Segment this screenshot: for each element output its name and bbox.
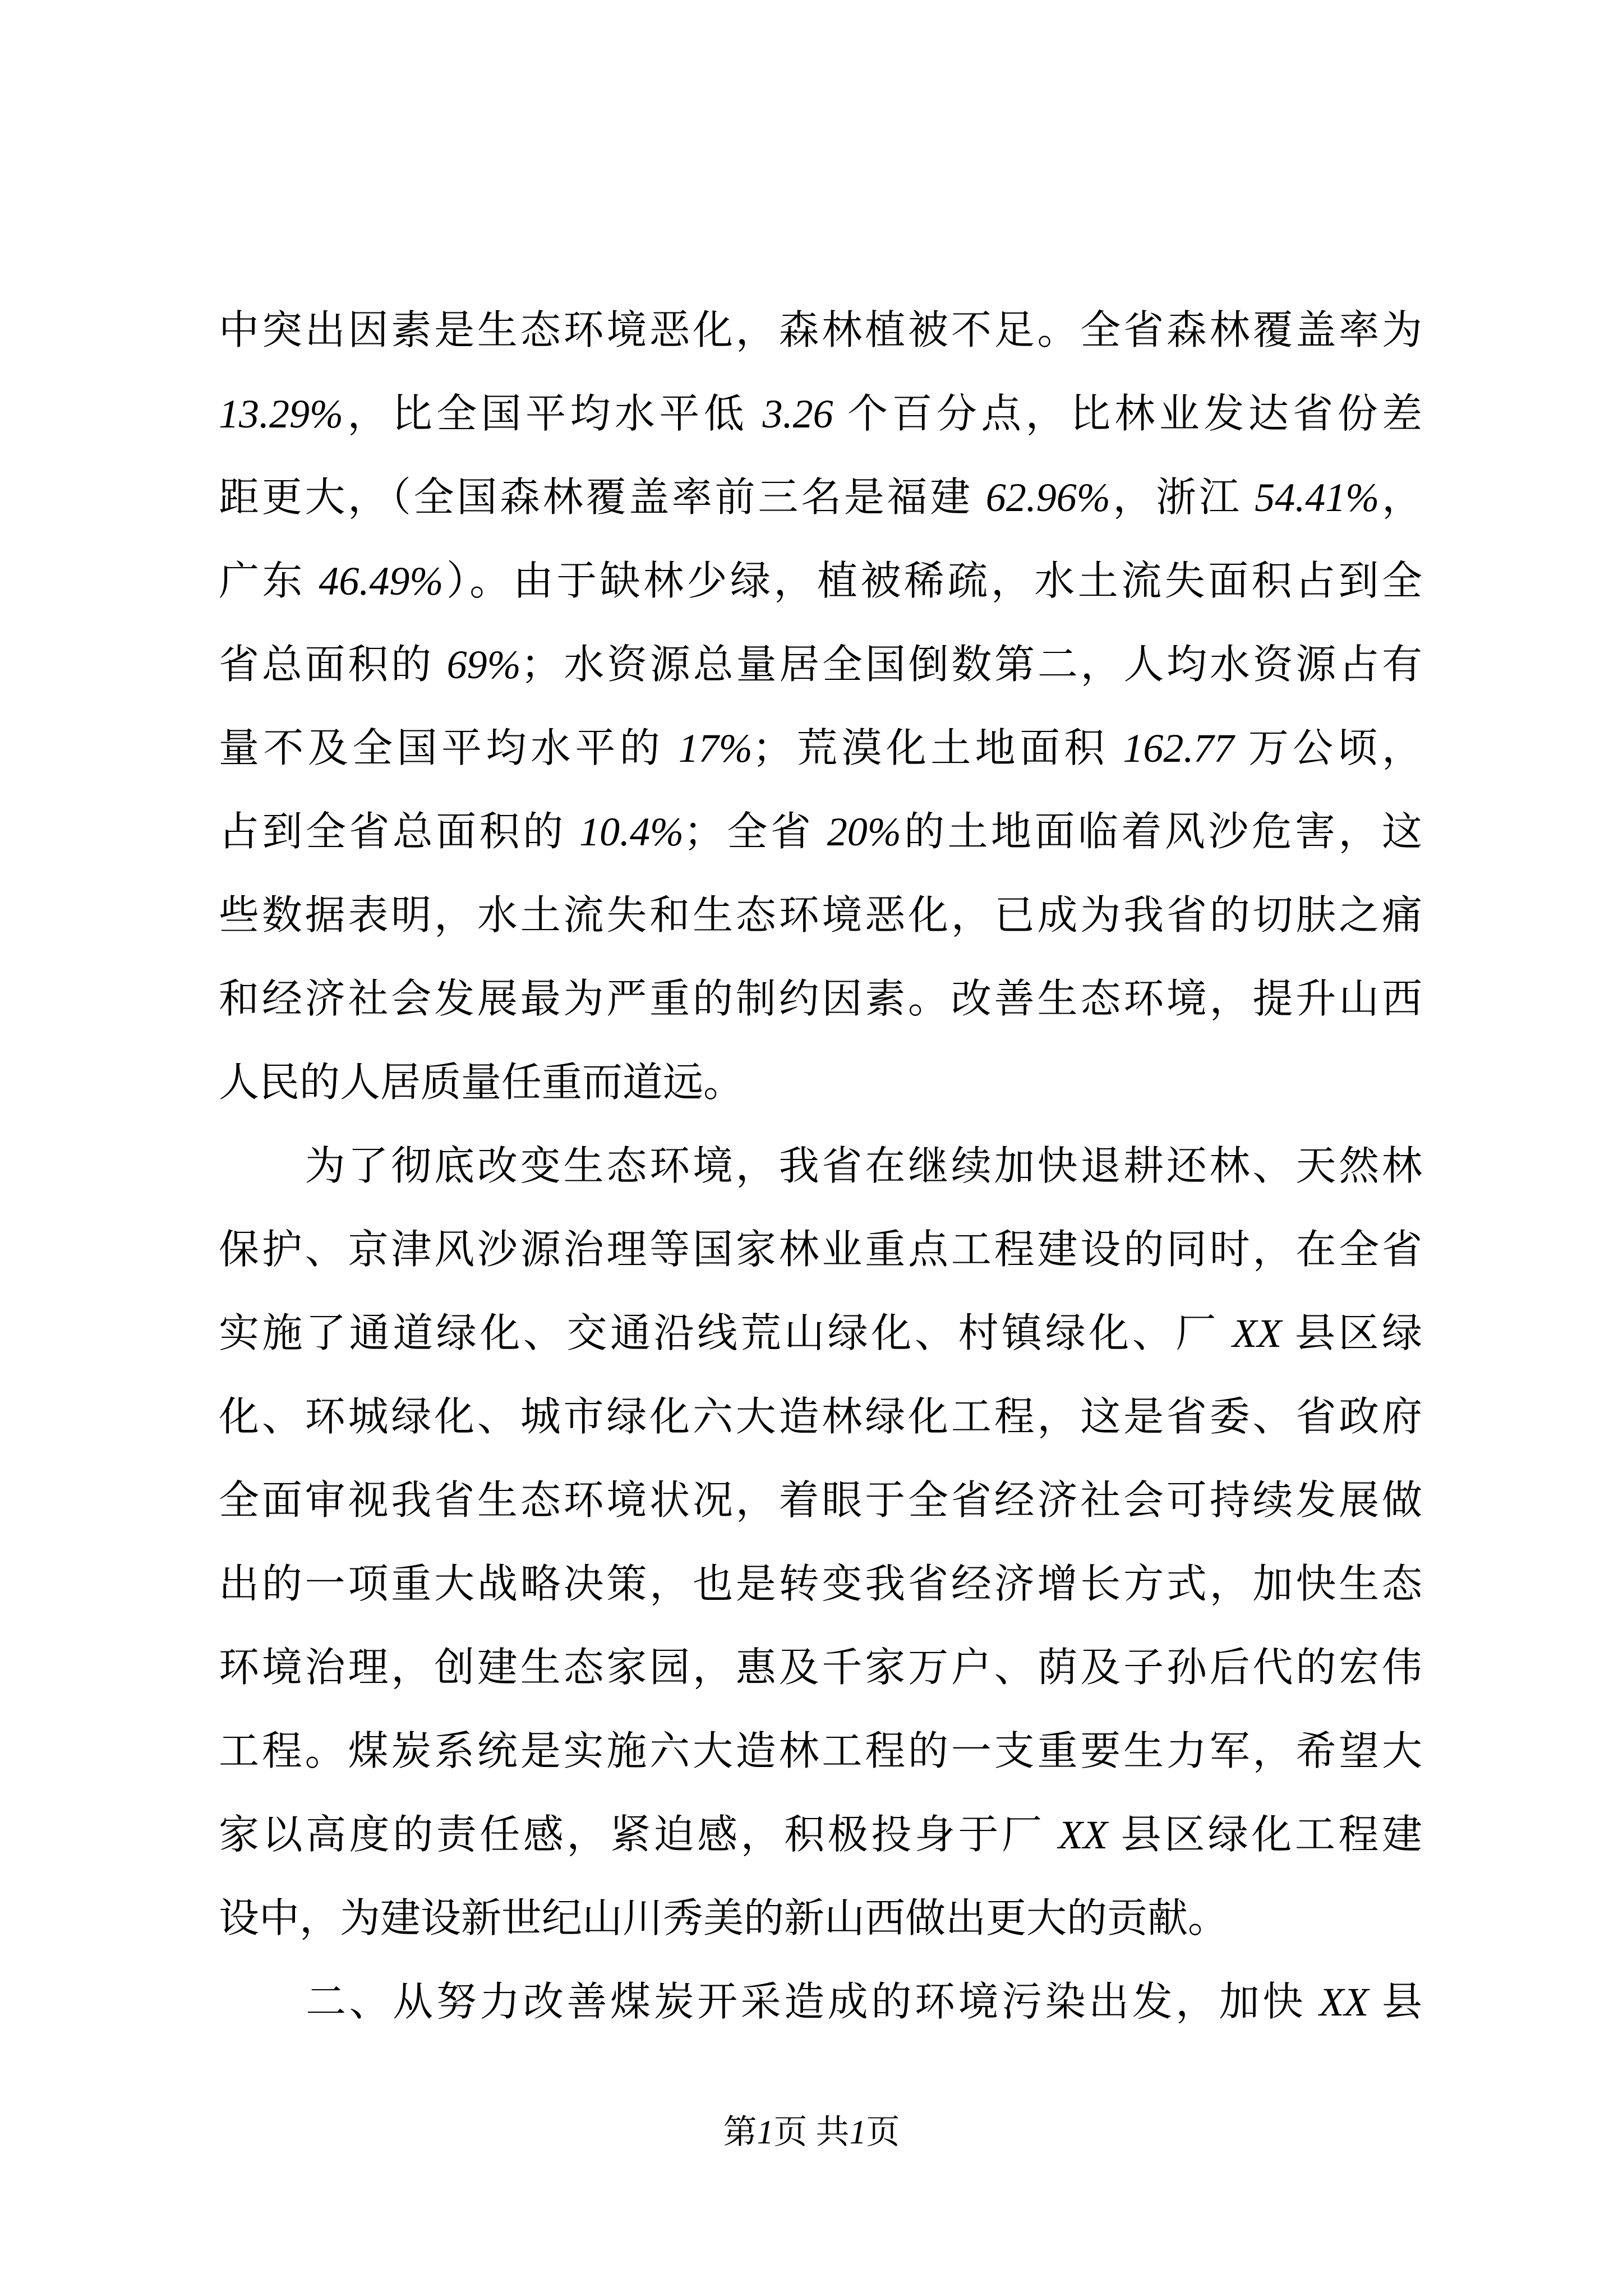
text-line: 全面审视我省生态环境状况，着眼于全省经济社会可持续发展做 — [219, 1478, 1422, 1523]
text-line: 占到全省总面积的 10.4%；全省 20%的土地面临着风沙危害，这 — [219, 809, 1422, 854]
text-line: 二、从努力改善煤炭开采造成的环境污染出发，加快 XX 县 — [219, 1980, 1422, 2024]
text-line: 量不及全国平均水平的 17%；荒漠化土地面积 162.77 万公顷， — [219, 726, 1422, 771]
text-line: 家以高度的责任感，紧迫感，积极投身于厂 XX 县区绿化工程建 — [219, 1812, 1422, 1857]
text-line: 化、环城绿化、城市绿化六大造林绿化工程，这是省委、省政府 — [219, 1395, 1422, 1439]
text-line: 设中，为建设新世纪山川秀美的新山西做出更大的贡献。 — [219, 1896, 1229, 1941]
text-line: 些数据表明，水土流失和生态环境恶化，已成为我省的切肤之痛 — [219, 893, 1422, 938]
text-line: 和经济社会发展最为严重的制约因素。改善生态环境，提升山西 — [219, 977, 1422, 1022]
text-line: 距更大，（全国森林覆盖率前三名是福建 62.96%，浙江 54.41%， — [219, 475, 1422, 520]
text-line: 人民的人居质量任重而道远。 — [219, 1060, 744, 1105]
page-footer: 第1页 共1页 — [723, 2114, 900, 2151]
text-line: 省总面积的 69%；水资源总量居全国倒数第二，人均水资源占有 — [219, 642, 1422, 687]
text-line: 实施了通道绿化、交通沿线荒山绿化、村镇绿化、厂 XX 县区绿 — [219, 1311, 1422, 1356]
text-line: 工程。煤炭系统是实施六大造林工程的一支重要生力军，希望大 — [219, 1729, 1422, 1774]
text-line: 出的一项重大战略决策，也是转变我省经济增长方式，加快生态 — [219, 1562, 1422, 1607]
text-line: 中突出因素是生态环境恶化，森林植被不足。全省森林覆盖率为 — [219, 308, 1422, 353]
document-body — [219, 289, 1422, 2044]
text-line: 为了彻底改变生态环境，我省在继续加快退耕还林、天然林 — [219, 1144, 1422, 1189]
text-line: 13.29%，比全国平均水平低 3.26 个百分点，比林业发达省份差 — [219, 392, 1422, 436]
text-line: 广东 46.49%）。由于缺林少绿，植被稀疏，水土流失面积占到全 — [219, 559, 1422, 604]
text-line: 环境治理，创建生态家园，惠及千家万户、荫及子孙后代的宏伟 — [219, 1645, 1422, 1690]
text-line: 保护、京津风沙源治理等国家林业重点工程建设的同时，在全省 — [219, 1227, 1422, 1272]
